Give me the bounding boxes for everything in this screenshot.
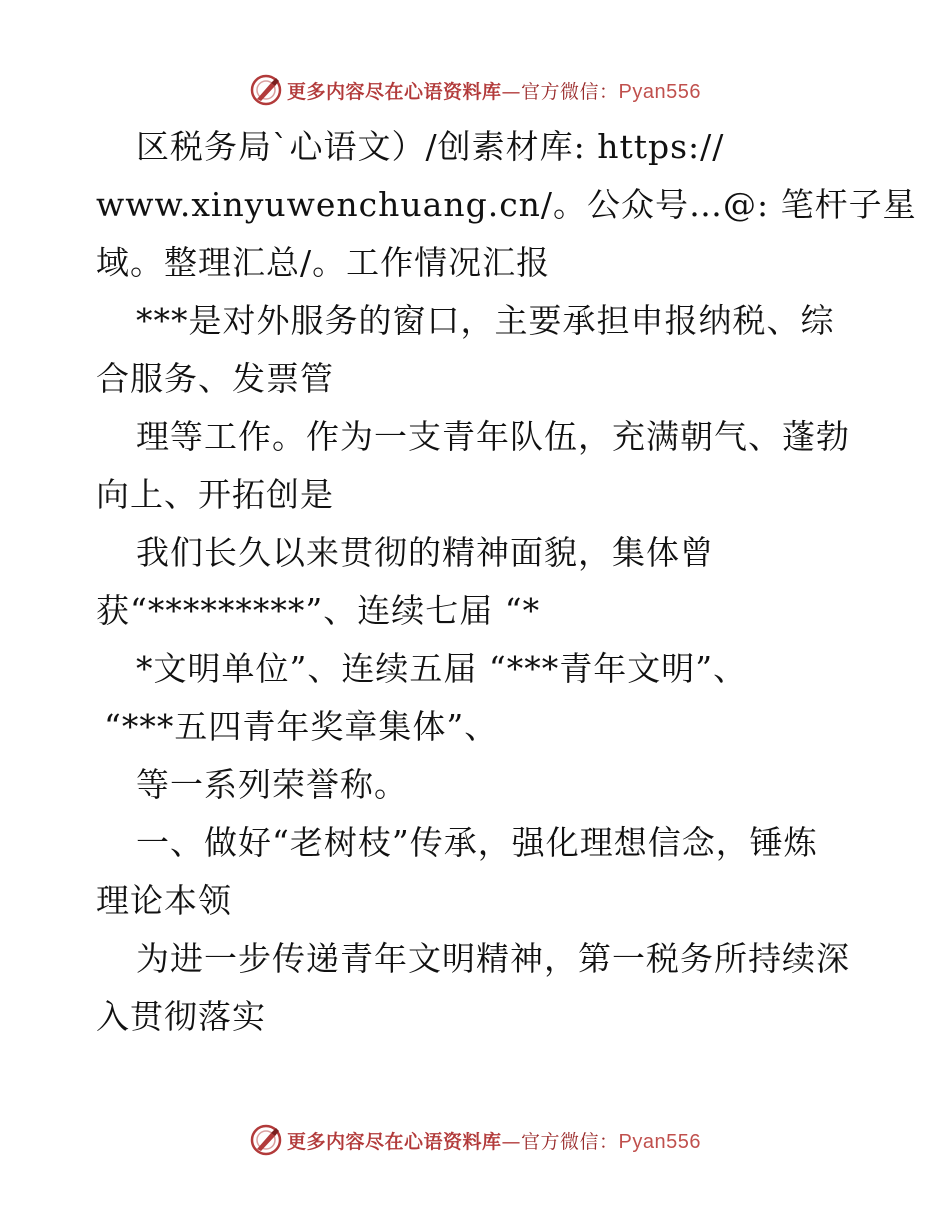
banner-wechat-label: 官方微信： bbox=[521, 1130, 619, 1153]
document-body bbox=[96, 118, 917, 1046]
body-line: 获“*********”、连续七届 “* bbox=[96, 591, 541, 630]
banner-wechat-label: 官方微信： bbox=[521, 80, 619, 103]
header-watermark-banner bbox=[0, 70, 950, 110]
body-line: 我们长久以来贯彻的精神面貌，集体曾 bbox=[136, 533, 714, 572]
section-heading: 一、做好“老树枝”传承，强化理想信念，锤炼 bbox=[136, 823, 818, 862]
banner-dash: — bbox=[501, 1130, 522, 1153]
body-line: 域。整理汇总/。工作情况汇报 bbox=[96, 243, 551, 282]
banner-wechat-id: Pyan556 bbox=[618, 80, 701, 103]
body-line: www.xinyuwenchuang.cn/。公众号…@: 笔杆子星 bbox=[96, 185, 917, 224]
pen-logo-icon bbox=[249, 1123, 283, 1157]
body-line: ***是对外服务的窗口，主要承担申报纳税、综 bbox=[136, 301, 835, 340]
header-banner-text bbox=[287, 77, 701, 104]
pen-logo-icon bbox=[249, 73, 283, 107]
body-line: 入贯彻落实 bbox=[96, 997, 266, 1036]
body-line: 等一系列荣誉称。 bbox=[136, 765, 408, 804]
body-line: “***五四青年奖章集体”、 bbox=[104, 707, 499, 746]
body-line: 合服务、发票管 bbox=[96, 359, 334, 398]
body-line: 向上、开拓创是 bbox=[96, 475, 334, 514]
body-line: 为进一步传递青年文明精神，第一税务所持续深 bbox=[136, 939, 850, 978]
footer-banner-text bbox=[287, 1127, 701, 1154]
banner-wechat-id: Pyan556 bbox=[618, 1130, 701, 1153]
body-line: 理等工作。作为一支青年队伍，充满朝气、蓬勃 bbox=[136, 417, 850, 456]
body-line: *文明单位”、连续五届 “***青年文明”、 bbox=[136, 649, 748, 688]
section-heading-continued: 理论本领 bbox=[96, 881, 232, 920]
banner-slogan: 更多内容尽在心语资料库 bbox=[287, 1130, 502, 1153]
footer-watermark-banner bbox=[0, 1120, 950, 1160]
banner-dash: — bbox=[501, 80, 522, 103]
banner-slogan: 更多内容尽在心语资料库 bbox=[287, 80, 502, 103]
body-line: 区税务局`心语文）/创素材库: https:// bbox=[136, 127, 725, 166]
